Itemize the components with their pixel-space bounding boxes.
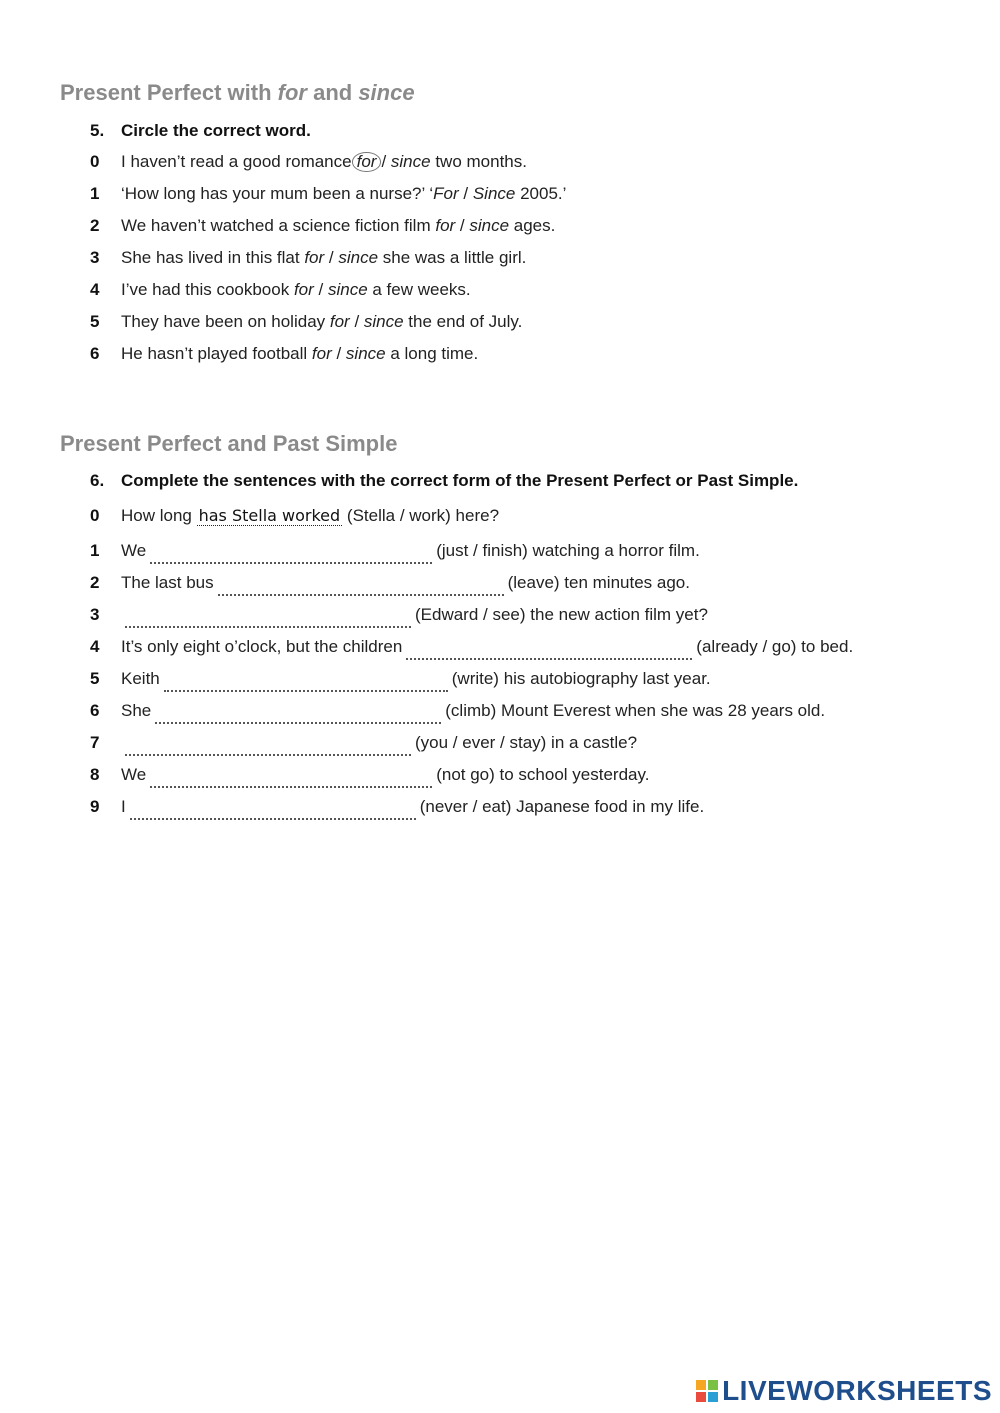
answer-input[interactable] [218,574,504,596]
section-title-for-since: Present Perfect with for and since [60,80,415,105]
list-item: 6 She (climb) Mount Everest when she was 28 years old. [90,701,825,724]
answer-input[interactable] [406,638,692,660]
option-since[interactable]: since [338,248,379,267]
list-item: 7 (you / ever / stay) in a castle? [90,733,637,756]
answer-input[interactable] [150,542,432,564]
option-for[interactable]: for [293,280,314,299]
logo-square [696,1380,706,1390]
option-since[interactable]: since [327,280,368,299]
list-item: 5 Keith (write) his autobiography last year. [90,669,711,692]
list-item: 4 I’ve had this cookbook for / since a few weeks. [90,280,471,299]
circled-answer: for [352,152,382,172]
logo-text: LIVEWORKSHEETS [722,1375,992,1406]
answer-input[interactable] [125,734,411,756]
answer-input[interactable] [125,606,411,628]
list-item: 5 They have been on holiday for / since the end of July. [90,312,523,331]
list-item: 3 (Edward / see) the new action film yet? [90,605,708,628]
option-for[interactable]: For [433,184,459,203]
example-row: 0 I haven’t read a good romance for / since two months. [90,152,527,171]
example-row: 0 How long has Stella worked (Stella / work) here? [90,506,500,525]
list-item: 2 The last bus (leave) ten minutes ago. [90,573,690,596]
instruction-complete: 6. Complete the sentences with the correct form of the Present Perfect or Past Simple. [90,471,799,490]
option-since[interactable]: since [363,312,404,331]
option-since[interactable]: since [469,216,510,235]
section-title-perfect-past: Present Perfect and Past Simple [60,431,398,456]
logo-icon [696,1380,718,1402]
list-item: 9 I (never / eat) Japanese food in my life. [90,797,704,820]
list-item: 2 We haven’t watched a science fiction film for / since ages. [90,216,556,235]
answer-input[interactable] [155,702,441,724]
list-item: 3 She has lived in this flat for / since she was a little girl. [90,248,527,267]
list-item: 1 We (just / finish) watching a horror film. [90,541,700,564]
list-item: 6 He hasn’t played football for / since a long time. [90,344,479,363]
list-item: 8 We (not go) to school yesterday. [90,765,649,788]
option-for[interactable]: for [329,312,350,331]
option-for[interactable]: for [304,248,325,267]
liveworksheets-logo[interactable] [696,1375,992,1407]
logo-square [696,1392,706,1402]
answer-input[interactable] [150,766,432,788]
logo-square [708,1392,718,1402]
list-item: 4 It’s only eight o’clock, but the children (already / go) to bed. [90,637,853,660]
logo-square [708,1380,718,1390]
option-since[interactable]: since [345,344,386,363]
option-for[interactable]: for [435,216,456,235]
option-since[interactable]: Since [472,184,516,203]
handwritten-answer: has Stella worked [198,506,341,525]
answer-input[interactable] [130,798,416,820]
list-item: 1 ‘How long has your mum been a nurse?’ ‘For / Since 2005.’ [90,184,567,203]
answer-input[interactable] [164,670,448,692]
option-for[interactable]: for [311,344,332,363]
instruction-circle: 5. Circle the correct word. [90,121,311,140]
